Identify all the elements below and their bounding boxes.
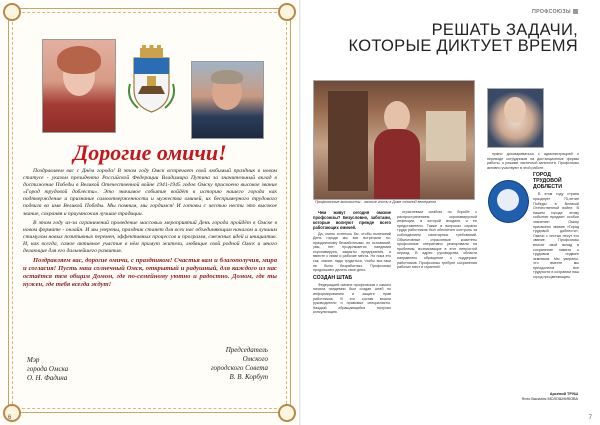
article-column-3 [487, 152, 579, 281]
article-paragraph: нужно договариваться с администрацией о переводе сотрудников на дистанционные формы работы, о режиме частичной занятости. Профсоюзы активно участвуют в этой работе. [487, 152, 579, 170]
section-square-icon [573, 9, 578, 14]
author-name: Арсений ТРУШ [549, 392, 578, 396]
signature-line: О. Н. Фадина [27, 374, 68, 382]
mayor-photo [42, 39, 116, 133]
article-headline [348, 22, 578, 54]
portrait-hair [211, 70, 243, 84]
council-chairman-photo [191, 61, 264, 139]
article-lead: Чем живут сегодня омские профсоюзы? Безусловно, заботами, которые волнуют прежде всего работающих омичей. [313, 210, 391, 230]
article-paragraph: В этом году страна празднует 75-летие Победы в Великой Отечественной войне. В нашем городе этому событию придают особое значение: Омску присвоено звание «Город трудовой доблести». Омичи с честью несут это звание. Профсоюзы вносят свой вклад в сохранение памяти о трудовом подвиге земляков. Мы уверены, что вместе мы преодолеем все трудности и сохраним наш город процветающим. [533, 192, 579, 280]
signature-line: городского Совета [210, 364, 268, 372]
section-label [532, 9, 578, 15]
signature-line: В. В. Корбут [229, 373, 268, 381]
photo-credit: Фото Василия МОЛОШНИКОВА [521, 396, 578, 401]
union-leader-photo [487, 88, 544, 148]
signature-line: города Омска [27, 365, 69, 373]
photo-caption: Профсоюзные активисты - частые гости в Доме союзной ветеранов [315, 200, 437, 204]
frame-corner-ornament [3, 404, 21, 422]
headline-line: КОТОРЫЕ ДИКТУЕТ ВРЕМЯ [348, 37, 578, 55]
photo-board [426, 111, 466, 161]
headline-line: РЕШАТЬ ЗАДАЧИ, [431, 21, 578, 39]
section-label-text: ПРОФСОЮЗЫ [532, 9, 571, 15]
signature-mayor [27, 356, 68, 383]
article-paragraph: Федерацией омских профсоюзов с самого начала пандемии был создан штаб по информированию и защите прав работников. В его состав вошли руководители и правовые специалисты. Каждый обращающийся получал консультацию. [313, 282, 391, 315]
omsk-coat-of-arms-icon [128, 44, 175, 116]
right-page [301, 0, 600, 425]
frame-corner-ornament [278, 3, 296, 21]
left-page [0, 0, 299, 425]
activists-photo [313, 80, 475, 200]
signature-line: Председатель [225, 346, 268, 354]
page-title: Дорогие омичи! [73, 140, 227, 165]
page-number: 7 [588, 415, 592, 421]
page-number: 6 [8, 415, 12, 421]
signature-line: Мэр [27, 356, 40, 364]
signature-chairman [178, 346, 268, 382]
article-paragraph: Да, очень хотелось бы, чтобы нынешний День города мы все встречали по-праздничному беззаботными, но оснований, увы, нет: продолжается пандемия коронавируса, закрыты предприятия, а вместе с ними и рабочие места. Но пока это так, значит, надо трудиться, чтобы все-таки не было безработных. Профсоюзы продолжают делать свое дело. [313, 231, 391, 273]
photo-person-body [374, 129, 420, 199]
article-paragraph: отраслевым штабом по борьбе с распространением коронавирусной инфекции, в которой входили и ее представители. Также в вопросах охраны труда работников был обеспечен контроль за соблюдением санитарных требований. Объективные отраслевые комитеты профсоюзов оперативно реагировали на проблемы, возникающие в этот непростой период. В адрес руководства области направлено обращение о поддержке работников. Профсоюзы требуют сохранения рабочих мест и гарантий. [397, 210, 477, 270]
article-subheading: ГОРОД ТРУДОВОЙ ДОБЛЕСТИ [533, 172, 562, 191]
article-column-2 [397, 210, 477, 271]
greeting-closing: Поздравляем вас, дорогие омичи, с праздником! Счастья вам и благополучия, мира и согласия! Пусть наш солнечный Омск, открытый и радушный, для каждого из нас остаётся тем общим Домом, где по-семейному уютно и радостно. Домом, где ты нужен, где тебя всегда ждут! [23, 257, 277, 289]
greeting-paragraph: Поздравляем вас с Днём города! В этом году Омск встречает свой любимый праздник в новом статусе - указом президента Российской Федерации Владимира Путина за значительный вклад в достижение Победы в Великой Отечественной войне 1941-1945 годов Омску присвоено высокое звание «Город трудовой доблести». Это значимое событие войдёт в историю нашего города как подтверждение и признание самоотверженности и мужества омичей, их беспримерного трудового подвига во имя Великой Победы. Мы помним, мы гордимся! И готовы с честью нести это высокое звание, сохраняя и приумножая лучшие традиции. [23, 168, 277, 217]
photo-doorway [328, 91, 368, 191]
signature-line: Омского [242, 355, 268, 363]
greeting-text [23, 168, 277, 291]
frame-corner-ornament [3, 3, 21, 21]
portrait-hair [57, 46, 101, 74]
portrait-face [504, 97, 526, 123]
article-subheading: СОЗДАН ШТАБ [313, 274, 353, 281]
greeting-paragraph: В этом году из-за ограничений проведение массовых мероприятий День города пройдёт в Омске в новом формате - онлайн. И мы уверены, праздник станет для всех нас объединяющим началом и лучшим стимулом новых позитивных перемен, эффективных процессов и программ, смежных идей и инициатив. И, как всегда, самое активное участие в нём примут жители, любящие свой родной Омск и много делающие для его дальнейшего развития. [23, 219, 277, 255]
article-column-1 [313, 210, 391, 317]
article-byline [522, 392, 578, 402]
frame-corner-ornament [278, 404, 296, 422]
